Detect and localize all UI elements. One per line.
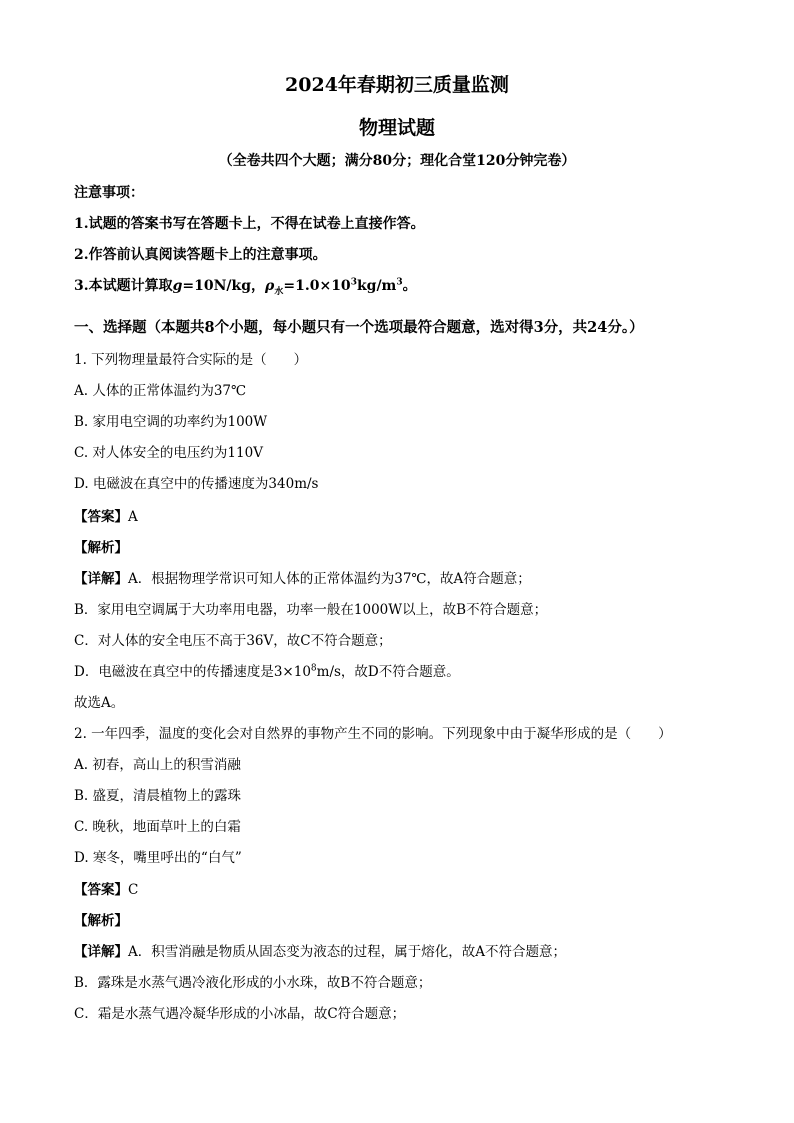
q2-answer: 【答案】C (74, 882, 139, 898)
q1-option-b: B. 家用电空调的功率约为100W (74, 414, 268, 430)
q2-detail-c: C．霜是水蒸气遇冷凝华形成的小冰晶，故C符合题意； (74, 1006, 406, 1022)
section-1-heading: 一、选择题（本题共8个小题，每小题只有一个选项最符合题意，选对得3分，共24分。） (74, 319, 644, 336)
notes-heading: 注意事项： (74, 185, 144, 201)
notes-item-1: 1.试题的答案书写在答题卡上，不得在试卷上直接作答。 (74, 216, 425, 232)
notes-item-2: 2.作答前认真阅读答题卡上的注意事项。 (74, 247, 327, 263)
q2-option-a: A. 初春，高山上的积雪消融 (74, 757, 241, 773)
notes-item-3: 3.本试题计算取g=10N/kg，$\rho_水=1.0\times 10^3kg/m^3$。 (74, 277, 417, 297)
q1-option-d: D. 电磁波在真空中的传播速度为340m/s (74, 476, 319, 492)
q1-option-c: C. 对人体安全的电压约为110V (74, 445, 263, 461)
q1-option-a: A. 人体的正常体温约为37℃ (74, 383, 247, 399)
q2-option-d: D. 寒冬，嘴里呼出的“白气” (74, 850, 242, 866)
exam-subject: 物理试题 (358, 117, 435, 139)
q1-detail-d: D．电磁波在真空中的传播速度是$3\times 10^8m/s$，故D不符合题意。 (74, 663, 460, 680)
q1-conclusion: 故选A。 (74, 695, 125, 711)
exam-scope: （全卷共四个大题；满分80分；理化合堂120分钟完卷） (218, 153, 576, 169)
q1-detail-a: 【详解】A．根据物理学常识可知人体的正常体温约为37℃，故A符合题意； (74, 571, 531, 587)
q2-option-c: C. 晚秋，地面草叶上的白霜 (74, 819, 241, 835)
exam-title: 2024年春期初三质量监测 (285, 74, 509, 96)
q2-analysis-label: 【解析】 (74, 913, 128, 929)
q1-detail-c: C．对人体的安全电压不高于36V，故C不符合题意； (74, 633, 392, 649)
q2-detail-a: 【详解】A．积雪消融是物质从固态变为液态的过程，属于熔化，故A不符合题意； (74, 944, 566, 960)
q1-analysis-label: 【解析】 (74, 540, 128, 556)
q2-option-b: B. 盛夏，清晨植物上的露珠 (74, 788, 242, 804)
q1-answer: 【答案】A (74, 509, 138, 525)
q2-detail-b: B．露珠是水蒸气遇冷液化形成的小水珠，故B不符合题意； (74, 975, 432, 991)
q2-stem: 2. 一年四季，温度的变化会对自然界的事物产生不同的影响。下列现象中由于凝华形成的是（ ） (74, 726, 672, 742)
q1-detail-b: B．家用电空调属于大功率用电器，功率一般在1000W以上，故B不符合题意； (74, 602, 548, 618)
q1-stem: 1. 下列物理量最符合实际的是（ ） (74, 352, 308, 368)
